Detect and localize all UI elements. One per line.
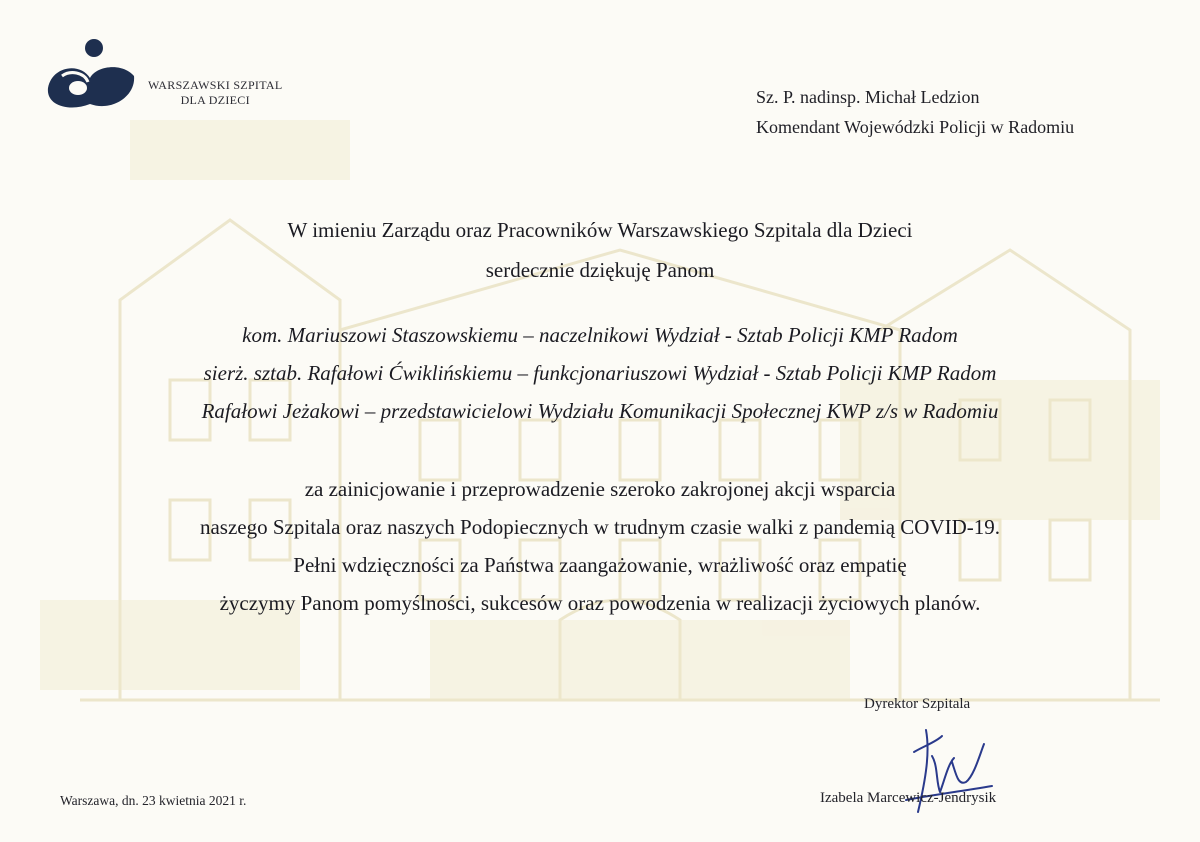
- hospital-logo: [40, 36, 300, 116]
- body-line: życzymy Panom pomyślności, sukcesów oraz powodzenia w realizacji życiowych planów.: [219, 591, 981, 615]
- intro-block: [0, 210, 1200, 290]
- recipient-line: kom. Mariuszowi Staszowskiemu – naczelnikowi Wydział - Sztab Policji KMP Radom: [242, 323, 958, 347]
- intro-line-2: serdecznie dziękuję Panom: [485, 258, 715, 282]
- hospital-logo-icon: [40, 36, 140, 116]
- place-date: Warszawa, dn. 23 kwietnia 2021 r.: [60, 793, 247, 808]
- addressee-line-1: Sz. P. nadinsp. Michał Ledzion: [756, 87, 980, 107]
- logo-line-2: DLA DZIECI: [180, 93, 250, 107]
- recipient-line: Rafałowi Jeżakowi – przedstawicielowi Wydziału Komunikacji Społecznej KWP z/s w Radomiu: [201, 399, 999, 423]
- recipients-list: [0, 316, 1200, 430]
- intro-line-1: W imieniu Zarządu oraz Pracowników Warszawskiego Szpitala dla Dzieci: [287, 218, 913, 242]
- recipient-line: sierż. sztab. Rafałowi Ćwiklińskiemu – funkcjonariuszowi Wydział - Sztab Policji KMP Radom: [203, 361, 997, 385]
- body-line: za zainicjowanie i przeprowadzenie szeroko zakrojonej akcji wsparcia: [304, 477, 896, 501]
- director-name: Izabela Marcewicz-Jendrysik: [820, 790, 997, 806]
- addressee-line-2: Komendant Wojewódzki Policji w Radomiu: [756, 117, 1075, 137]
- body-text: [0, 470, 1200, 622]
- director-title: Dyrektor Szpitala: [864, 696, 971, 712]
- addressee-block: [756, 82, 1074, 142]
- body-line: naszego Szpitala oraz naszych Podopiecznych w trudnym czasie walki z pandemią COVID-19.: [199, 515, 1001, 539]
- logo-text: [148, 78, 282, 108]
- body-line: Pełni wdzięczności za Państwa zaangażowanie, wrażliwość oraz empatię: [293, 553, 907, 577]
- logo-line-1: WARSZAWSKI SZPITAL: [148, 78, 283, 92]
